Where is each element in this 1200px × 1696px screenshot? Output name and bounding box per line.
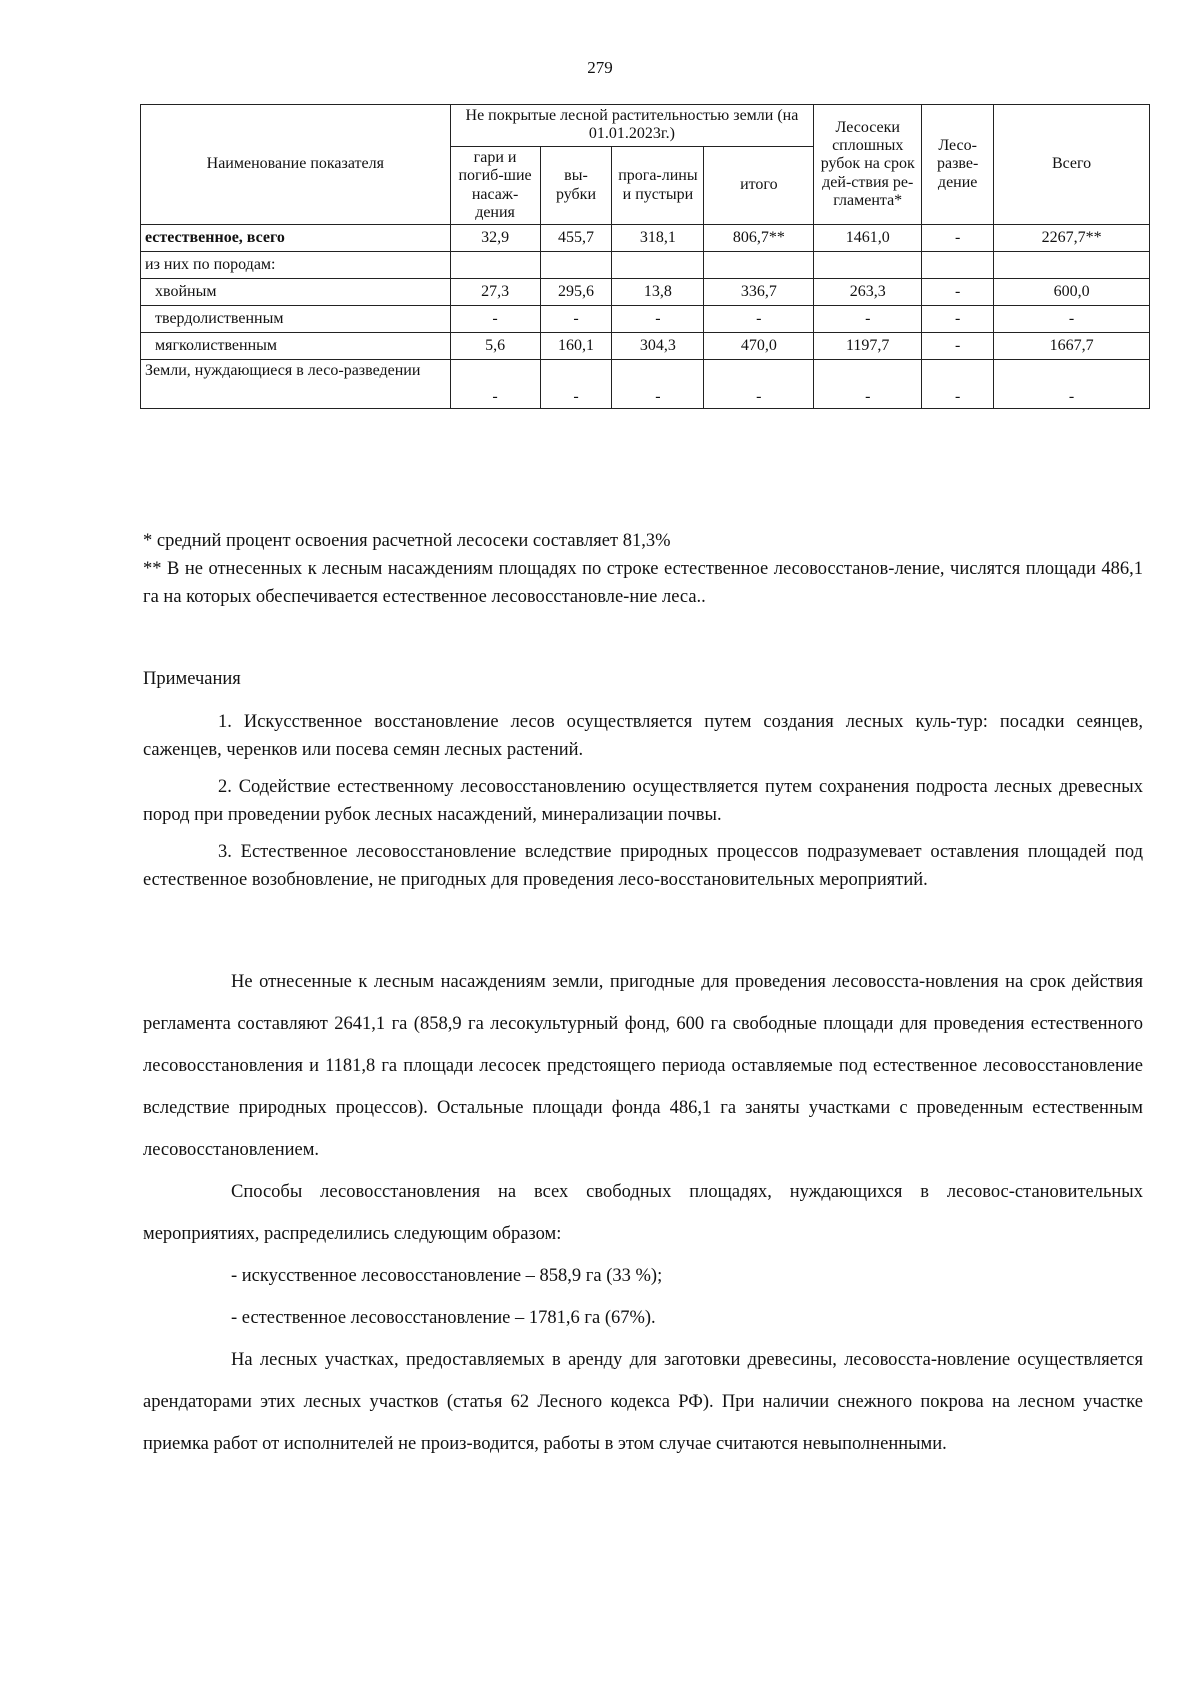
header-lesoseki: Лесосеки сплошных рубок на срок дей-ствия ре-гламента* [814,105,922,225]
cell: - [922,306,994,333]
footnotes [143,527,1143,611]
header-gari: гари и погиб-шие насаж-дения [450,146,540,225]
header-vyrubki: вы-рубки [540,146,612,225]
cell: 1461,0 [814,225,922,252]
cell [814,252,922,279]
row-label: Земли, нуждающиеся в лесо-разведении [141,360,451,409]
paragraph: На лесных участках, предоставляемых в аренду для заготовки древесины, лесовосста-новление осуществляется арендаторами этих лесных участков (статья 62 Лесного кодекса РФ). При наличии снежного покрова на лесном участке приемка работ от исполнителей не произ-водится, работы в этом случае считаются невыполненными. [143,1350,1143,1454]
row-label: хвойным [141,279,451,306]
notes-list [143,708,1143,903]
cell: - [922,225,994,252]
page-number: 279 [587,58,613,77]
cell: - [540,360,612,409]
notes-title: Примечания [143,669,241,689]
cell: - [922,279,994,306]
cell: 318,1 [612,225,704,252]
cell [612,252,704,279]
cell: 1197,7 [814,333,922,360]
cell: 336,7 [704,279,814,306]
cell: 5,6 [450,333,540,360]
cell: - [612,306,704,333]
cell: - [814,306,922,333]
cell: - [994,306,1150,333]
body-text [143,961,1143,1465]
paragraph: Способы лесовосстановления на всех свободных площадях, нуждающихся в лесовос-становительных мероприятиях, распределились следующим образом: [143,1182,1143,1244]
table-row [141,252,1150,279]
cell: 455,7 [540,225,612,252]
header-name-col: Наименование показателя [141,105,451,225]
paragraph: Не отнесенные к лесным насаждениям земли, пригодные для проведения лесовосста-новления на срок действия регламента составляют 2641,1 га (858,9 га лесокультурный фонд, 600 га свободные площади для проведения естественного лесовосстановления и 1181,8 га площади лесосек предстоящего периода оставляемые под естественное лесовосстановление вследствие природных процессов). Остальные площади фонда 486,1 га заняты участками с проведенным естественным лесовосстановлением. [143,972,1143,1160]
cell: - [450,306,540,333]
cell [922,252,994,279]
cell [994,252,1150,279]
cell: 27,3 [450,279,540,306]
cell: - [994,360,1150,409]
note-item: 2. Содействие естественному лесовосстановлению осуществляется путем сохранения подроста лесных древесных пород при проведении рубок лесных насаждений, минерализации почвы. [143,777,1143,825]
header-itogo: итого [704,146,814,225]
table-row [141,306,1150,333]
cell: 295,6 [540,279,612,306]
cell: 1667,7 [994,333,1150,360]
list-item: - естественное лесовосстановление – 1781,6 га (67%). [231,1308,656,1328]
cell [704,252,814,279]
cell [450,252,540,279]
row-label: естественное, всего [141,225,451,252]
list-item: - искусственное лесовосстановление – 858,9 га (33 %); [231,1266,663,1286]
cell: 806,7** [704,225,814,252]
cell [540,252,612,279]
table-row [141,225,1150,252]
table-row [141,279,1150,306]
cell: - [540,306,612,333]
cell: - [612,360,704,409]
cell: 263,3 [814,279,922,306]
cell: - [922,333,994,360]
note-item: 3. Естественное лесовосстановление вследствие природных процессов подразумевает оставления площадей под естественное возобновление, не пригодных для проведения лесо-восстановительных мероприятий. [143,842,1143,890]
cell: 304,3 [612,333,704,360]
row-label: твердолиственным [141,306,451,333]
row-label: мягколиственным [141,333,451,360]
header-uncovered-group: Не покрытые лесной растительностью земли (на 01.01.2023г.) [450,105,814,147]
table-header-row [141,105,1150,147]
row-label: из них по породам: [141,252,451,279]
header-total: Всего [994,105,1150,225]
header-progaliny: прога-лины и пустыри [612,146,704,225]
header-lesorazvedenie: Лесо-разве-дение [922,105,994,225]
table-row [141,360,1150,409]
cell: 600,0 [994,279,1150,306]
note-item: 1. Искусственное восстановление лесов осуществляется путем создания лесных куль-тур: посадки сеянцев, саженцев, черенков или посева семян лесных растений. [143,712,1143,760]
cell: 2267,7** [994,225,1150,252]
footnote: * средний процент освоения расчетной лесосеки составляет 81,3% [143,531,671,551]
cell: 32,9 [450,225,540,252]
footnote: ** В не отнесенных к лесным насаждениям площадях по строке естественное лесовосстанов-ление, числятся площади 486,1 га на которых обеспечивается естественное лесовосстановле-ние леса.. [143,559,1143,607]
cell: - [704,360,814,409]
cell: - [704,306,814,333]
cell: - [450,360,540,409]
table-row [141,333,1150,360]
cell: 160,1 [540,333,612,360]
cell: - [922,360,994,409]
cell: 13,8 [612,279,704,306]
cell: 470,0 [704,333,814,360]
cell: - [814,360,922,409]
reforestation-table [140,104,1150,409]
